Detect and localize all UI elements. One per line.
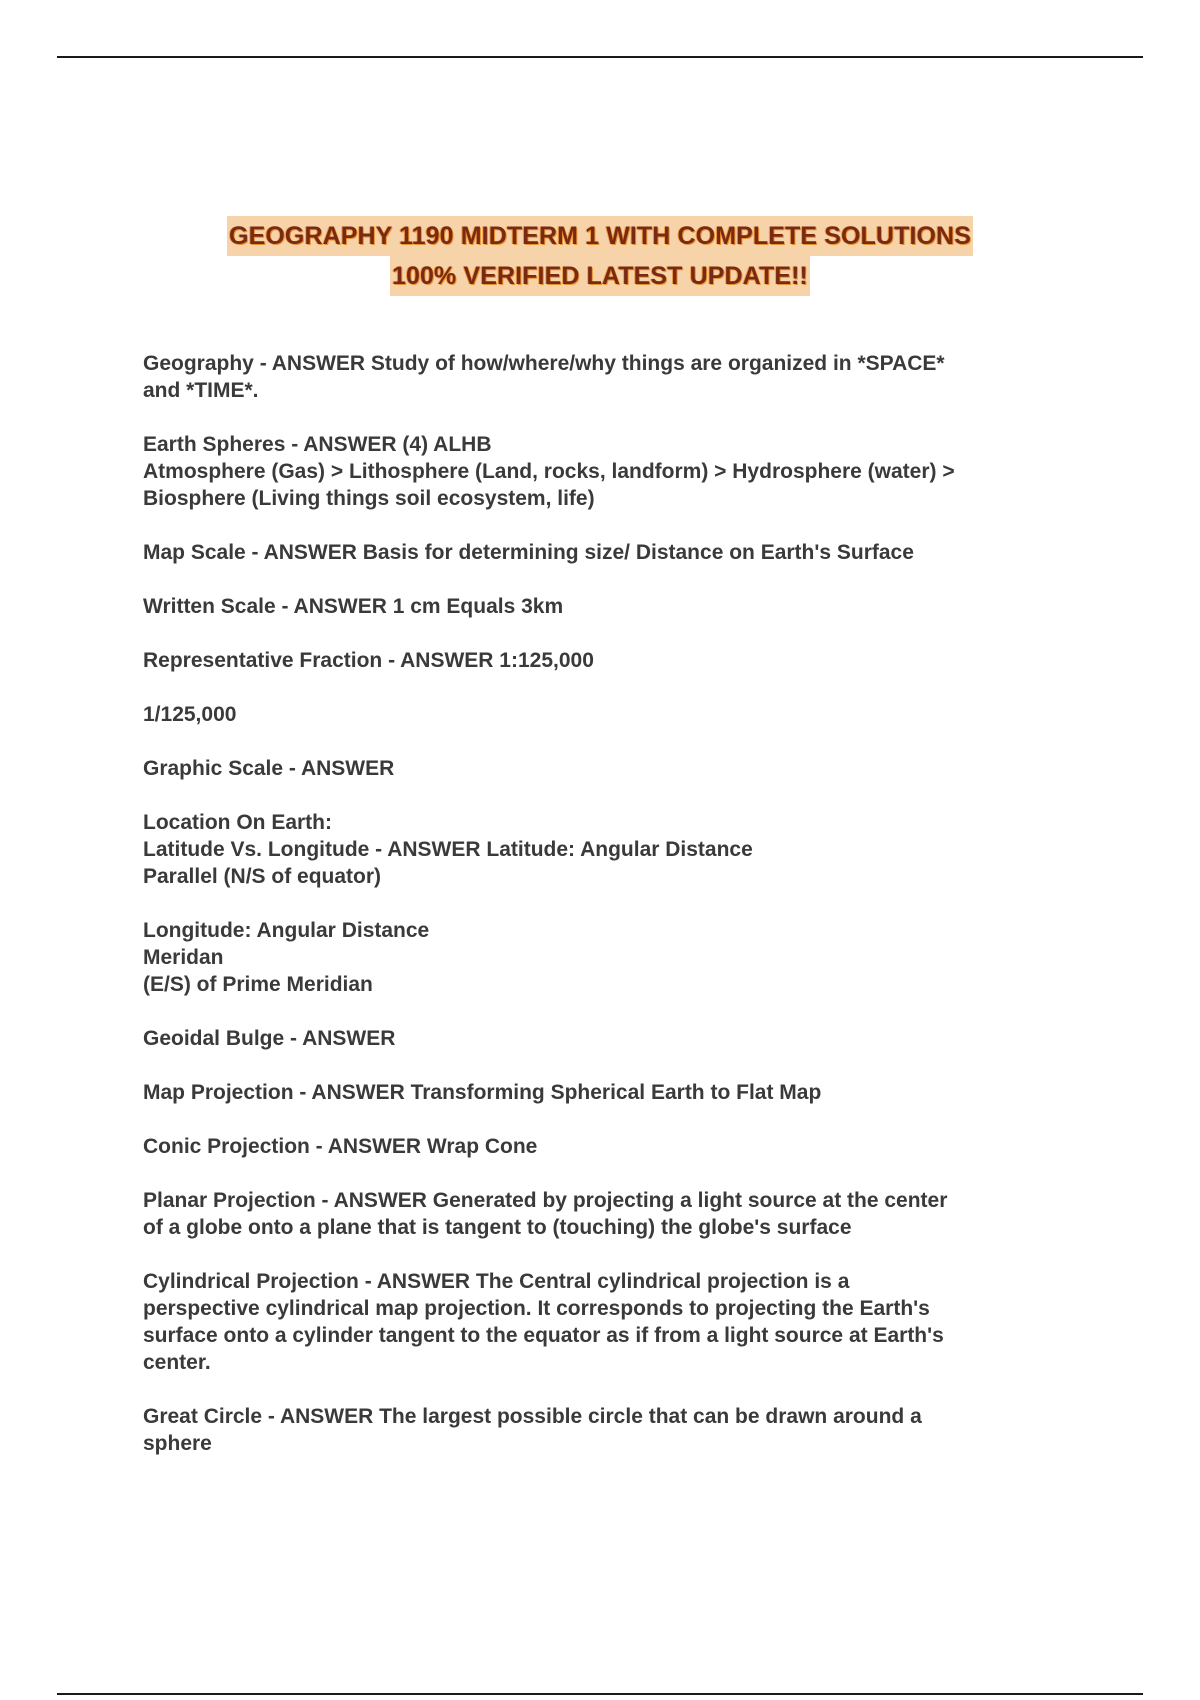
qa-entry <box>143 431 1073 512</box>
qa-entry <box>143 593 1073 620</box>
qa-entry <box>143 809 1073 890</box>
qa-entry <box>143 1025 1073 1052</box>
title-line-2: 100% VERIFIED LATEST UPDATE!! <box>390 256 810 296</box>
entry-line: center. <box>143 1351 211 1374</box>
entry-line: Parallel (N/S of equator) <box>143 865 382 888</box>
qa-entry <box>143 647 1073 674</box>
entry-line: Earth Spheres - ANSWER (4) ALHB <box>143 433 492 456</box>
qa-entry <box>143 539 1073 566</box>
entry-line: Written Scale - ANSWER 1 cm Equals 3km <box>143 595 564 618</box>
entry-line: Cylindrical Projection - ANSWER The Central cylindrical projection is a <box>143 1270 850 1293</box>
qa-entry <box>143 701 1073 728</box>
qa-entry <box>143 755 1073 782</box>
entry-line: Planar Projection - ANSWER Generated by projecting a light source at the center <box>143 1189 948 1212</box>
document-title <box>0 216 1200 296</box>
qa-entry <box>143 1187 1073 1241</box>
entry-line: Conic Projection - ANSWER Wrap Cone <box>143 1135 538 1158</box>
entry-line: (E/S) of Prime Meridian <box>143 973 373 996</box>
qa-entry <box>143 1268 1073 1376</box>
document-body <box>143 350 1073 1484</box>
entry-line: 1/125,000 <box>143 703 237 726</box>
entry-line: Atmosphere (Gas) > Lithosphere (Land, rocks, landform) > Hydrosphere (water) > <box>143 460 955 483</box>
entry-line: Longitude: Angular Distance <box>143 919 430 942</box>
entry-line: Graphic Scale - ANSWER <box>143 757 395 780</box>
entry-line: perspective cylindrical map projection. It corresponds to projecting the Earth's <box>143 1297 930 1320</box>
qa-entry <box>143 1133 1073 1160</box>
entry-line: Geography - ANSWER Study of how/where/why things are organized in *SPACE* <box>143 352 945 375</box>
entry-line: Representative Fraction - ANSWER 1:125,000 <box>143 649 594 672</box>
entry-line: Location On Earth: <box>143 811 332 834</box>
qa-entry <box>143 350 1073 404</box>
entry-line: Latitude Vs. Longitude - ANSWER Latitude: Angular Distance <box>143 838 753 861</box>
entry-line: Geoidal Bulge - ANSWER <box>143 1027 396 1050</box>
entry-line: Meridan <box>143 946 224 969</box>
qa-entry <box>143 917 1073 998</box>
qa-entry <box>143 1403 1073 1457</box>
top-rule <box>57 56 1143 58</box>
entry-line: surface onto a cylinder tangent to the equator as if from a light source at Earth's <box>143 1324 944 1347</box>
entry-line: Great Circle - ANSWER The largest possible circle that can be drawn around a <box>143 1405 922 1428</box>
qa-entry <box>143 1079 1073 1106</box>
entry-line: Biosphere (Living things soil ecosystem, life) <box>143 487 595 510</box>
bottom-rule <box>57 1693 1143 1695</box>
entry-line: and *TIME*. <box>143 379 259 402</box>
entry-line: sphere <box>143 1432 212 1455</box>
entry-line: Map Scale - ANSWER Basis for determining size/ Distance on Earth's Surface <box>143 541 914 564</box>
entry-line: Map Projection - ANSWER Transforming Spherical Earth to Flat Map <box>143 1081 822 1104</box>
title-line-1: GEOGRAPHY 1190 MIDTERM 1 WITH COMPLETE SOLUTIONS <box>227 216 973 256</box>
entry-line: of a globe onto a plane that is tangent to (touching) the globe's surface <box>143 1216 852 1239</box>
